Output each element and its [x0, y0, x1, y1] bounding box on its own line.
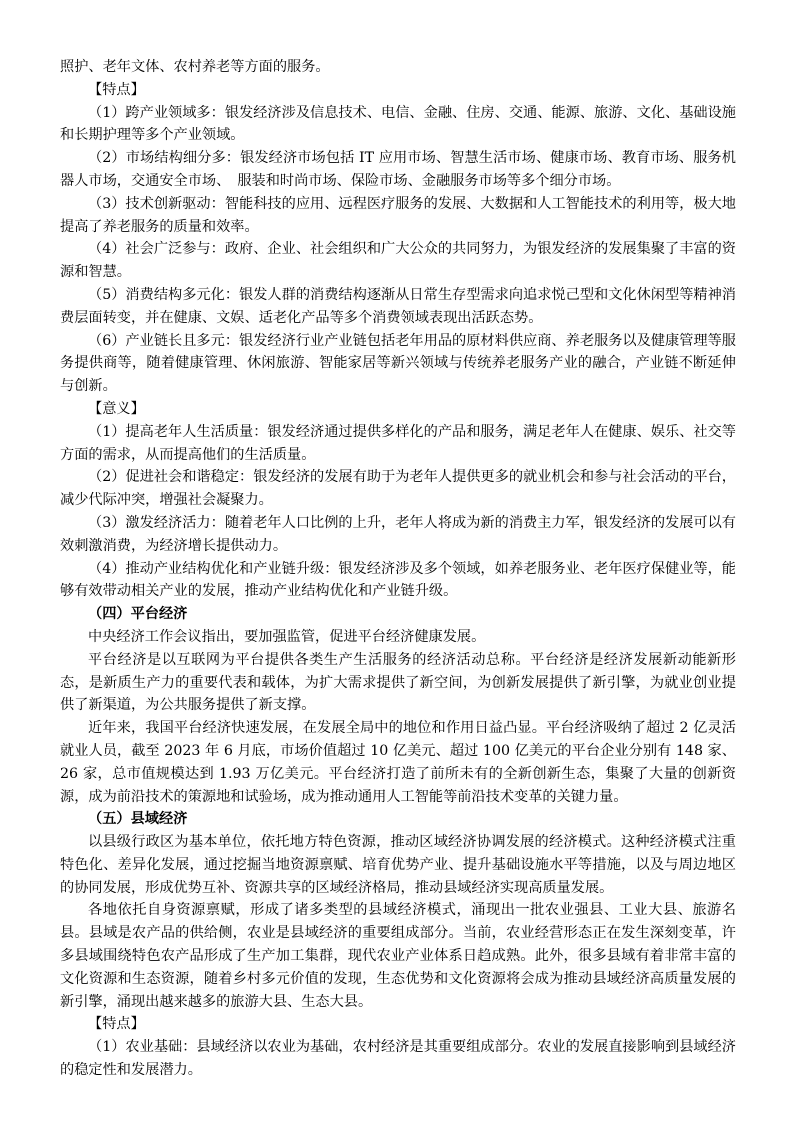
section-label-features: 【特点】: [88, 81, 145, 98]
section-label-county-features: 【特点】: [88, 1016, 145, 1033]
feature-paragraph-4: （4）社会广泛参与：政府、企业、社会组织和广大公众的共同努力，为银发经济的发展集聚了丰富的资源和智慧。: [60, 241, 736, 281]
feature-paragraph-5: （5）消费结构多元化：银发人群的消费结构逐渐从日常生存型需求向追求悦己型和文化休闲型等精神消费层面转变，并在健康、文娱、适老化产品等多个消费领域表现出活跃态势。: [60, 286, 736, 326]
section-heading-platform-economy: （四）平台经济: [88, 606, 188, 623]
platform-paragraph-2: 平台经济是以互联网为平台提供各类生产生活服务的经济活动总称。平台经济是经济发展新动能新形态，是新质生产力的重要代表和载体，为扩大需求提供了新空间，为创新发展提供了新引擎，为就业创业提供了新渠道，为公共服务提供了新支撑。: [60, 651, 736, 714]
section-heading-county-economy: （五）县域经济: [88, 811, 188, 828]
county-paragraph-2: 各地依托自身资源禀赋，形成了诸多类型的县域经济模式，涌现出一批农业强县、工业大县、旅游名县。县域是农产品的供给侧，农业是县域经济的重要组成部分。当前，农业经营形态正在发生深刻变革，许多县域围绕特色农产品形成了生产加工集群，现代农业产业体系日趋成熟。此外，很多县域有着非常丰富的文化资源和生态资源，随着乡村多元价值的发现，生态优势和文化资源将会成为推动县域经济高质量发展的新引擎，涌现出越来越多的旅游大县、生态大县。: [60, 902, 736, 1010]
section-label-significance: 【意义】: [88, 400, 145, 417]
platform-paragraph-1: 中央经济工作会议指出，要加强监管，促进平台经济健康发展。: [88, 628, 486, 645]
significance-paragraph-2: （2）促进社会和谐稳定：银发经济的发展有助于为老年人提供更多的就业机会和参与社会活动的平台，减少代际冲突，增强社会凝聚力。: [60, 469, 736, 509]
county-feature-paragraph-1: （1）农业基础：县域经济以农业为基础，农村经济是其重要组成部分。农业的发展直接影响到县域经济的稳定性和发展潜力。: [60, 1039, 736, 1079]
feature-paragraph-2: （2）市场结构细分多：银发经济市场包括 IT 应用市场、智慧生活市场、健康市场、教育市场、服务机器人市场，交通安全市场、 服装和时尚市场、保险市场、金融服务市场等多个细分市场。: [60, 150, 736, 189]
significance-paragraph-3: （3）激发经济活力：随着老年人口比例的上升，老年人将成为新的消费主力军，银发经济的发展可以有效刺激消费，为经济增长提供动力。: [60, 514, 736, 554]
significance-paragraph-4: （4）推动产业结构优化和产业链升级：银发经济涉及多个领域，如养老服务业、老年医疗保健业等，能够有效带动相关产业的发展，推动产业结构优化和产业链升级。: [60, 560, 736, 600]
county-paragraph-1: 以县级行政区为基本单位，依托地方特色资源，推动区域经济协调发展的经济模式。这种经济模式注重特色化、差异化发展，通过挖掘当地资源禀赋、培育优势产业、提升基础设施水平等措施，以及与周边地区的协同发展，形成优势互补、资源共享的区域经济格局，推动县域经济实现高质量发展。: [60, 834, 736, 896]
feature-paragraph-6: （6）产业链长且多元：银发经济行业产业链包括老年用品的原材料供应商、养老服务以及健康管理等服务提供商等，随着健康管理、休闲旅游、智能家居等新兴领域与传统养老服务产业的融合，产业链不断延伸与创新。: [60, 332, 736, 395]
paragraph-continuation: 照护、老年文体、农村养老等方面的服务。: [60, 59, 330, 75]
document-page: [60, 56, 736, 1082]
feature-paragraph-1: （1）跨产业领域多：银发经济涉及信息技术、电信、金融、住房、交通、能源、旅游、文化、基础设施和长期护理等多个产业领域。: [60, 104, 736, 144]
significance-paragraph-1: （1）提高老年人生活质量：银发经济通过提供多样化的产品和服务，满足老年人在健康、娱乐、社交等方面的需求，从而提高他们的生活质量。: [60, 423, 736, 463]
platform-paragraph-3: 近年来，我国平台经济快速发展，在发展全局中的地位和作用日益凸显。平台经济吸纳了超过 2 亿灵活就业人员，截至 2023 年 6 月底，市场价值超过 10 亿美元、超过 100 亿美元的平台企业分别有 148 家、26 家，总市值规模达到 1.93 万亿美元。平台经济打造了前所未有的全新创新生态，集聚了大量的创新资源，成为前沿技术的策源地和试验场，成为推动通用人工智能等前沿技术变革的关键力量。: [60, 720, 736, 805]
feature-paragraph-3: （3）技术创新驱动：智能科技的应用、远程医疗服务的发展、大数据和人工智能技术的利用等，极大地提高了养老服务的质量和效率。: [60, 195, 736, 235]
